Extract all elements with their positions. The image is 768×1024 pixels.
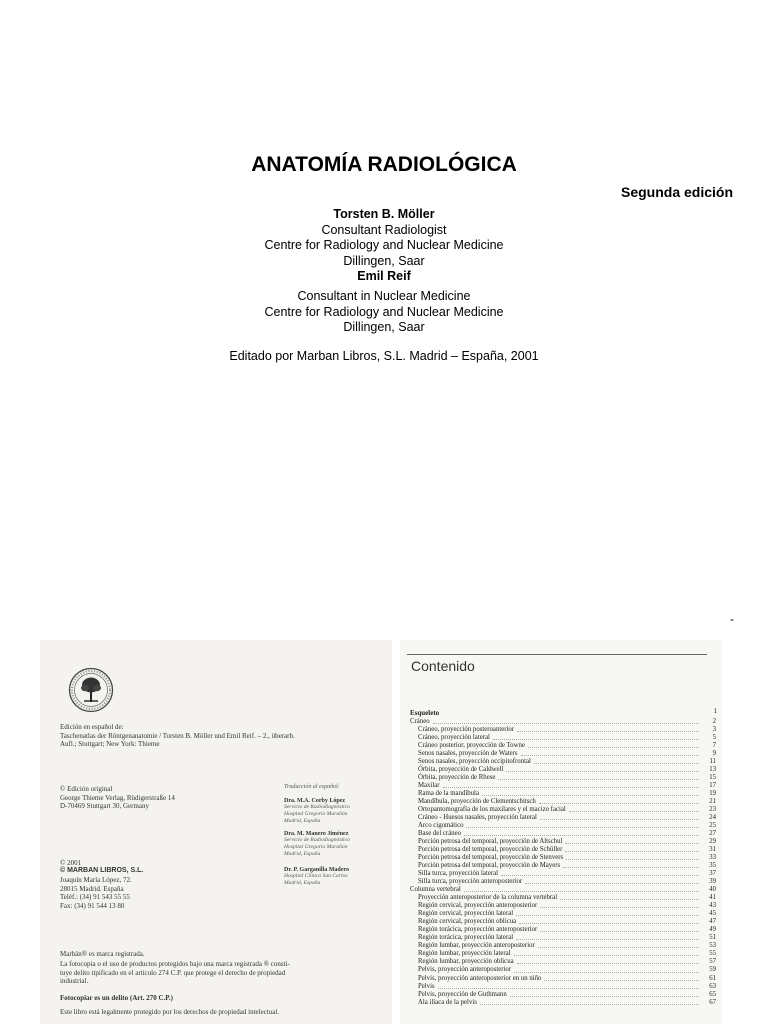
toc-entry-page: 35 bbox=[709, 862, 716, 870]
toc-leader-dots bbox=[539, 798, 699, 804]
toc-leader-dots bbox=[482, 790, 699, 796]
authors-block bbox=[0, 207, 768, 336]
toc-entry bbox=[410, 774, 716, 782]
translator-affiliation: Servicio de Radiodiagnóstico Hospital Gregorio Marañón Madrid, España bbox=[284, 837, 350, 857]
toc-entry bbox=[410, 878, 716, 886]
toc-entry bbox=[410, 766, 716, 774]
toc-entry-page: 24 bbox=[709, 814, 716, 822]
toc-entry bbox=[410, 806, 716, 814]
toc-entry-page: 65 bbox=[709, 990, 716, 998]
toc-entry bbox=[410, 894, 716, 902]
toc-entry-page: 7 bbox=[712, 742, 716, 750]
toc-entry-page: 63 bbox=[709, 982, 716, 990]
toc-leader-dots bbox=[517, 958, 699, 964]
toc-entry-title: Silla turca, proyección anteroposterior bbox=[418, 878, 523, 886]
toc-entry bbox=[410, 918, 716, 926]
toc-leader-dots bbox=[560, 894, 699, 900]
toc-entry-page: 27 bbox=[709, 830, 716, 838]
toc-entry-title: Columna vertebral bbox=[410, 886, 461, 894]
toc-leader-dots bbox=[538, 942, 699, 948]
toc-leader-dots bbox=[438, 983, 699, 989]
toc-entry bbox=[410, 966, 716, 974]
toc-list bbox=[410, 718, 716, 1007]
toc-entry bbox=[410, 975, 716, 983]
toc-entry-page: 33 bbox=[709, 854, 716, 862]
publisher-line: Editado por Marban Libros, S.L. Madrid – España, 2001 bbox=[229, 349, 539, 363]
toc-entry-title: Porción petrosa del temporal, proyección de Stenvers bbox=[418, 854, 564, 862]
toc-entry bbox=[410, 886, 716, 894]
toc-entry-title: Arco cigomático bbox=[418, 822, 464, 830]
copyright-year: © 2001 bbox=[60, 859, 82, 867]
toc-entry-page: 17 bbox=[709, 782, 716, 790]
toc-entry bbox=[410, 838, 716, 846]
toc-entry-page: 47 bbox=[709, 918, 716, 926]
toc-entry bbox=[410, 910, 716, 918]
original-edition-note: © Edición original George Thieme Verlag, Rüdigerstraße 14 D-70469 Stuttgart 30, Germany bbox=[60, 785, 175, 811]
toc-entry-page: 23 bbox=[709, 806, 716, 814]
translator-name: Dra. M. Manero Jiménez bbox=[284, 831, 349, 837]
toc-entry bbox=[410, 862, 716, 870]
toc-entry-title: Órbita, proyección de Caldwell bbox=[418, 766, 504, 774]
toc-entry-page: 29 bbox=[709, 838, 716, 846]
toc-entry-page: 21 bbox=[709, 798, 716, 806]
toc-leader-dots bbox=[534, 758, 699, 764]
toc-entry bbox=[410, 790, 716, 798]
toc-entry-page: 31 bbox=[709, 846, 716, 854]
toc-entry bbox=[410, 750, 716, 758]
toc-entry bbox=[410, 846, 716, 854]
toc-entry-title: Región lumbar, proyección oblicua bbox=[418, 958, 514, 966]
toc-entry bbox=[410, 726, 716, 734]
toc-entry-title: Región torácica, proyección anteroposterior bbox=[418, 926, 538, 934]
toc-entry-page: 15 bbox=[709, 774, 716, 782]
toc-entry bbox=[410, 958, 716, 966]
toc-entry-page: 41 bbox=[709, 894, 716, 902]
toc-leader-dots bbox=[506, 766, 699, 772]
toc-entry-page: 59 bbox=[709, 966, 716, 974]
author-role: Consultant Radiologist bbox=[321, 222, 447, 237]
toc-entry-title: Cráneo, proyección posteroanterior bbox=[418, 726, 515, 734]
toc-entry bbox=[410, 950, 716, 958]
author-city: Dillingen, Saar bbox=[343, 320, 425, 335]
toc-entry bbox=[410, 999, 716, 1007]
toc-entry-page: 5 bbox=[712, 734, 716, 742]
toc-entry bbox=[410, 742, 716, 750]
toc-entry-page: 19 bbox=[709, 790, 716, 798]
toc-entry-page: 39 bbox=[709, 878, 716, 886]
toc-entry bbox=[410, 870, 716, 878]
toc-entry-title: Porción petrosa del temporal, proyección de Schüller bbox=[418, 846, 563, 854]
toc-entry bbox=[410, 718, 716, 726]
toc-entry-title: Mandíbula, proyección de Clementschitsch bbox=[418, 798, 536, 806]
toc-entry-page: 3 bbox=[712, 726, 716, 734]
toc-entry-title: Región lumbar, proyección anteroposterior bbox=[418, 942, 535, 950]
toc-section-page: 1 bbox=[713, 708, 717, 715]
toc-entry-title: Región cervical, proyección lateral bbox=[418, 910, 514, 918]
copyright-page-scan bbox=[40, 640, 392, 1024]
toc-entry-page: 37 bbox=[709, 870, 716, 878]
toc-entry bbox=[410, 942, 716, 950]
toc-entry-page: 43 bbox=[709, 902, 716, 910]
toc-entry-page: 13 bbox=[709, 766, 716, 774]
toc-entry-title: Porción petrosa del temporal, proyección de Mayers bbox=[418, 862, 561, 870]
toc-entry-title: Pelvis, proyección anteroposterior bbox=[418, 966, 512, 974]
toc-entry bbox=[410, 814, 716, 822]
translator-affiliation: Servicio de Radiodiagnóstico Hospital Gregorio Marañón Madrid, España bbox=[284, 804, 350, 824]
toc-entry bbox=[410, 782, 716, 790]
stray-mark: - bbox=[730, 612, 734, 626]
author-name: Emil Reif bbox=[357, 269, 411, 284]
book-title: ANATOMÍA RADIOLÓGICA bbox=[251, 153, 517, 176]
toc-leader-dots bbox=[433, 718, 699, 724]
header-rule bbox=[407, 654, 707, 655]
toc-leader-dots bbox=[563, 862, 699, 868]
publisher-seal-icon bbox=[68, 667, 114, 713]
toc-entry-page: 53 bbox=[709, 942, 716, 950]
toc-entry-title: Cráneo, proyección lateral bbox=[418, 734, 490, 742]
toc-leader-dots bbox=[464, 830, 699, 836]
toc-entry-page: 45 bbox=[709, 910, 716, 918]
toc-leader-dots bbox=[514, 950, 699, 956]
toc-entry-title: Ortopantomografía de los maxilares y el macizo facial bbox=[418, 806, 566, 814]
legal-notice: Este libro está legalmente protegido por los derechos de propiedad intelectual. bbox=[60, 1008, 280, 1016]
author-city: Dillingen, Saar bbox=[343, 253, 425, 268]
toc-entry-page: 9 bbox=[712, 750, 716, 758]
contents-heading: Contenido bbox=[411, 658, 475, 674]
translator-name: Dra. M.A. Corby López bbox=[284, 798, 345, 804]
toc-entry bbox=[410, 926, 716, 934]
toc-entry-page: 51 bbox=[709, 934, 716, 942]
toc-leader-dots bbox=[565, 846, 699, 852]
toc-entry-title: Región lumbar, proyección lateral bbox=[418, 950, 511, 958]
toc-section-heading: Esqueleto bbox=[410, 709, 440, 717]
toc-leader-dots bbox=[516, 934, 699, 940]
toc-entry-title: Pelvis, proyección de Guthmann bbox=[418, 990, 507, 998]
toc-leader-dots bbox=[540, 814, 699, 820]
toc-leader-dots bbox=[464, 886, 699, 892]
author-center: Centre for Radiology and Nuclear Medicine bbox=[264, 304, 504, 319]
author-center: Centre for Radiology and Nuclear Medicine bbox=[264, 238, 504, 253]
toc-entry-page: 40 bbox=[709, 886, 716, 894]
spanish-edition-note: Edición en español de: Taschenatlas der Röntgenanatomie / Torsten B. Möller und Emil Reif. – 2., überarb. Aufl.; Stuttgart; New York: Thieme bbox=[60, 723, 295, 749]
author-role: Consultant in Nuclear Medicine bbox=[297, 288, 471, 303]
toc-entry-page: 25 bbox=[709, 822, 716, 830]
toc-entry-title: Pelvis, proyección anteroposterior en un niño bbox=[418, 974, 542, 982]
toc-entry bbox=[410, 934, 716, 942]
toc-entry-title: Maxilar bbox=[418, 782, 440, 790]
toc-leader-dots bbox=[528, 742, 699, 748]
toc-leader-dots bbox=[540, 926, 699, 932]
translator-affiliation: Hospital Clínico San Carlos Madrid, España bbox=[284, 873, 348, 886]
toc-entry-page: 67 bbox=[709, 998, 716, 1006]
toc-entry bbox=[410, 822, 716, 830]
toc-entry bbox=[410, 902, 716, 910]
trademark-note: Marbán® es marca registrada. bbox=[60, 950, 145, 958]
toc-entry bbox=[410, 798, 716, 806]
toc-entry-title: Proyección anteroposterior de la columna vertebral bbox=[418, 894, 558, 902]
toc-entry bbox=[410, 854, 716, 862]
author-name: Torsten B. Möller bbox=[333, 207, 435, 221]
toc-entry-title: Cráneo bbox=[410, 718, 430, 725]
toc-entry-title: Silla turca, proyección lateral bbox=[418, 870, 499, 878]
toc-leader-dots bbox=[493, 734, 699, 740]
toc-leader-dots bbox=[544, 975, 699, 981]
toc-entry bbox=[410, 991, 716, 999]
crime-heading: Fotocopiar es un delito (Art. 270 C.P.) bbox=[60, 994, 173, 1002]
toc-entry-title: Región cervical, proyección oblicua bbox=[418, 918, 517, 926]
toc-entry-title: Rama de la mandíbula bbox=[418, 790, 479, 798]
toc-leader-dots bbox=[566, 854, 699, 860]
toc-entry-page: 57 bbox=[709, 958, 716, 966]
toc-leader-dots bbox=[525, 878, 699, 884]
toc-entry-title: Ala ilíaca de la pelvis bbox=[418, 998, 477, 1006]
photocopy-notice: La fotocopia o el uso de productos protegidos bajo una marca registrada ® consti- tuye delito tipificado en el artículo 274 C.P. que protege el derecho de propiedad industrial. bbox=[60, 960, 290, 986]
toc-entry-title: Base del cráneo bbox=[418, 830, 462, 838]
toc-entry-page: 49 bbox=[709, 926, 716, 934]
toc-leader-dots bbox=[569, 806, 699, 812]
toc-leader-dots bbox=[514, 966, 699, 972]
publisher-name: © MARBAN LIBROS, S.L. bbox=[60, 867, 144, 874]
toc-entry-title: Senos nasales, proyección de Waters bbox=[418, 750, 518, 758]
edition-label: Segunda edición bbox=[620, 184, 733, 200]
toc-entry-page: 61 bbox=[709, 974, 716, 982]
toc-leader-dots bbox=[519, 918, 699, 924]
contents-page-scan bbox=[400, 640, 722, 1024]
toc-leader-dots bbox=[498, 774, 699, 780]
toc-entry-page: 2 bbox=[712, 718, 716, 725]
toc-entry-title: Órbita, proyección de Rhese bbox=[418, 774, 496, 782]
publisher-address: Joaquín María López, 72. 28015 Madrid. España Teléf.: (34) 91 543 55 55 Fax: (34) 91 544 13 80 bbox=[60, 876, 132, 910]
toc-leader-dots bbox=[521, 750, 699, 756]
toc-entry-page: 11 bbox=[709, 758, 716, 766]
toc-leader-dots bbox=[466, 822, 699, 828]
toc-entry-title: Cráneo posterior, proyección de Towne bbox=[418, 742, 525, 750]
toc-entry-page: 55 bbox=[709, 950, 716, 958]
toc-entry-title: Cráneo - Huesos nasales, proyección lateral bbox=[418, 814, 537, 822]
toc-leader-dots bbox=[517, 726, 699, 732]
toc-leader-dots bbox=[443, 782, 699, 788]
toc-leader-dots bbox=[540, 902, 699, 908]
toc-entry-title: Región cervical, proyección anteroposterior bbox=[418, 902, 538, 910]
translator-name: Dr. P. Garganilla Madero bbox=[284, 867, 349, 873]
toc-entry-title: Senos nasales, proyección occipitofrontal bbox=[418, 758, 531, 766]
toc-entry-title: Porción petrosa del temporal, proyección de Altschul bbox=[418, 838, 563, 846]
toc-entry bbox=[410, 758, 716, 766]
toc-leader-dots bbox=[480, 999, 699, 1005]
toc-entry-title: Región torácica, proyección lateral bbox=[418, 934, 514, 942]
toc-leader-dots bbox=[501, 870, 699, 876]
toc-entry bbox=[410, 734, 716, 742]
toc-entry-title: Pelvis bbox=[418, 982, 435, 990]
toc-leader-dots bbox=[510, 991, 699, 997]
translation-heading: Traducción al español: bbox=[284, 784, 340, 790]
toc-leader-dots bbox=[565, 838, 699, 844]
toc-leader-dots bbox=[516, 910, 699, 916]
toc-entry bbox=[410, 830, 716, 838]
toc-entry bbox=[410, 983, 716, 991]
